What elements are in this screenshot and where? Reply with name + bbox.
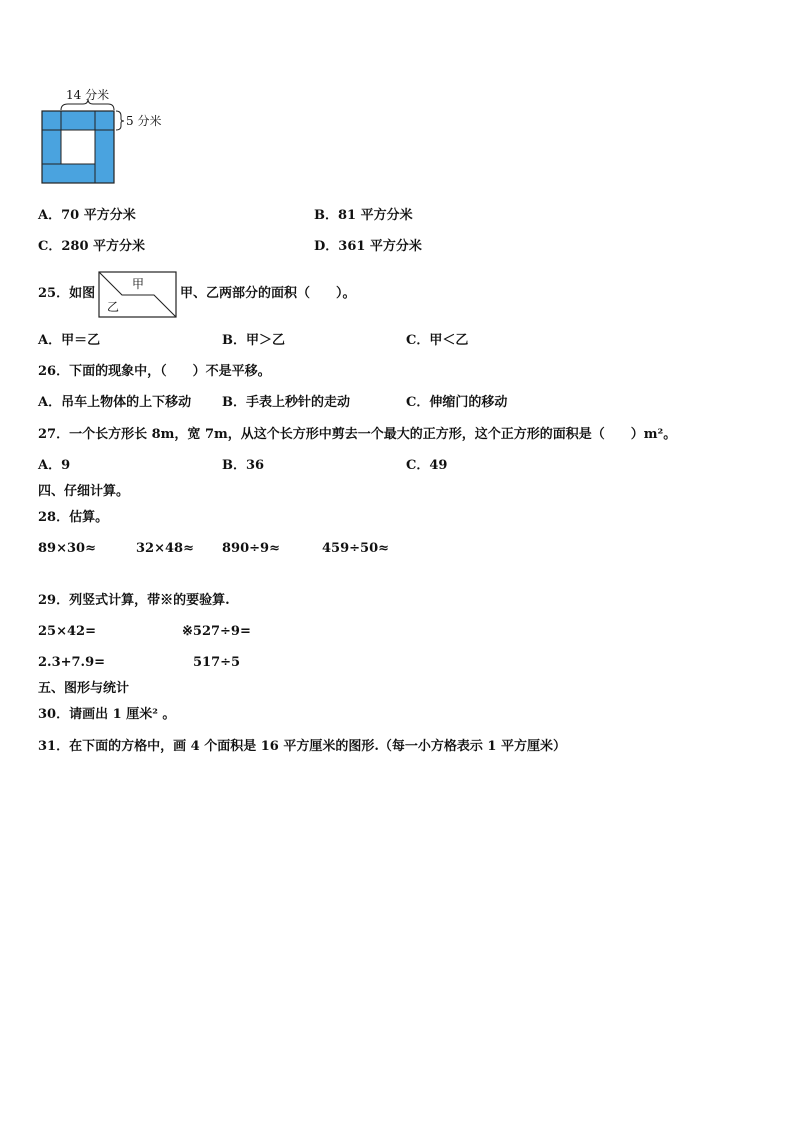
q26-option-a[interactable]: A．吊车上物体的上下移动 [38, 395, 192, 410]
q31-question: 31．在下面的方格中，画 4 个面积是 16 平方厘米的图形.（每一小方格表示 1 平方厘米） [38, 739, 566, 754]
q26-question: 26．下面的现象中，（ ）不是平移。 [38, 364, 271, 379]
square-frame-figure [38, 86, 168, 188]
q25-label-jia: 甲 [132, 277, 145, 291]
side-brace [116, 111, 124, 130]
q24-option-b[interactable]: B．81 平方分米 [314, 208, 413, 223]
q29-item-4: 517÷5 [193, 655, 241, 670]
section-4-title: 四、仔细计算。 [38, 484, 130, 499]
q28-item-4: 459÷50≈ [322, 541, 390, 556]
q25-rest-text: 甲、乙两部分的面积（ ）。 [180, 286, 356, 301]
q25-lead-text: 25．如图 [38, 286, 96, 301]
q26-option-c[interactable]: C．伸缩门的移动 [406, 395, 508, 410]
q27-option-c[interactable]: C．49 [406, 458, 448, 473]
q29-item-3: 2.3+7.9= [38, 655, 106, 670]
q27-option-b[interactable]: B．36 [222, 458, 265, 473]
q28-item-2: 32×48≈ [136, 541, 194, 556]
q28-item-1: 89×30≈ [38, 541, 96, 556]
side-dimension-label: 5 分米 [126, 114, 162, 128]
q28-title: 28．估算。 [38, 510, 109, 525]
q25-label-yi: 乙 [107, 300, 120, 314]
q24-option-c[interactable]: C．280 平方分米 [38, 239, 146, 254]
q27-question: 27．一个长方形长 8m，宽 7m，从这个长方形中剪去一个最大的正方形，这个正方形的面积是（ ）m²。 [38, 427, 677, 442]
q25-option-b[interactable]: B．甲＞乙 [222, 333, 285, 348]
q24-option-a[interactable]: A．70 平方分米 [38, 208, 136, 223]
q29-item-1: 25×42= [38, 624, 96, 639]
q28-item-3: 890÷9≈ [222, 541, 280, 556]
q29-item-2: ※527÷9= [182, 624, 251, 639]
q30-question: 30．请画出 1 厘米² 。 [38, 707, 176, 722]
q27-option-a[interactable]: A．9 [38, 458, 71, 473]
q26-option-b[interactable]: B．手表上秒针的走动 [222, 395, 350, 410]
inner-hole [61, 130, 95, 164]
q29-title: 29．列竖式计算，带※的要验算. [38, 593, 230, 608]
q25-option-c[interactable]: C．甲＜乙 [406, 333, 469, 348]
q25-option-a[interactable]: A．甲＝乙 [38, 333, 101, 348]
q24-option-d[interactable]: D．361 平方分米 [314, 239, 422, 254]
q25-parallelogram-figure [98, 271, 178, 319]
section-5-title: 五、图形与统计 [38, 681, 130, 696]
top-dimension-label: 14 分米 [66, 88, 110, 102]
